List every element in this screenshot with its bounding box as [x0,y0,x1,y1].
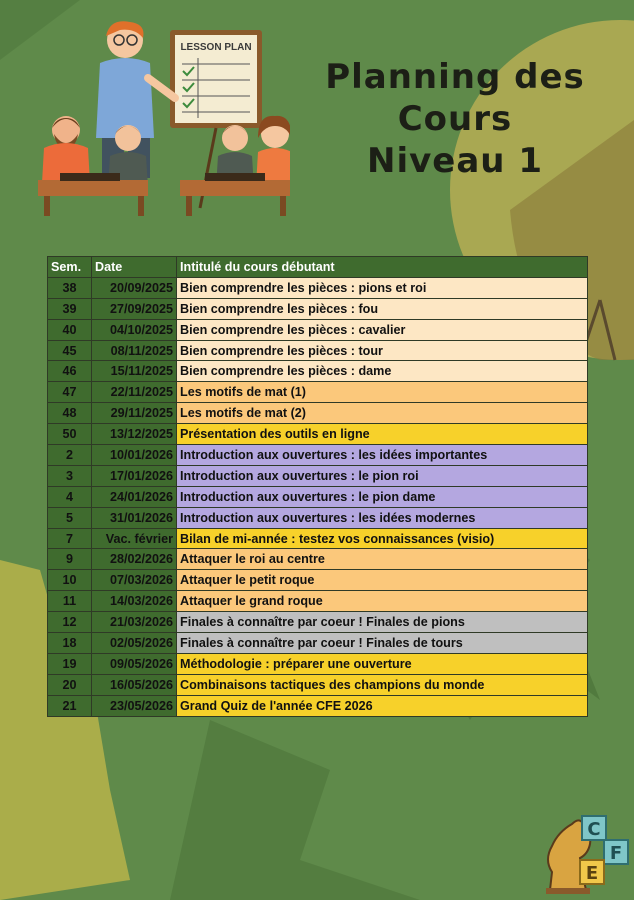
table-row [48,486,588,507]
cfe-logo [540,810,630,896]
classroom-illustration [30,18,290,218]
table-row [48,298,588,319]
week-cell: 20 [48,674,92,695]
course-title-cell: Attaquer le grand roque [177,591,588,612]
date-cell: 27/09/2025 [92,298,177,319]
title-line-2: Cours [397,99,513,139]
course-title-cell: Grand Quiz de l'année CFE 2026 [177,695,588,716]
table-row [48,403,588,424]
table-row [48,465,588,486]
course-schedule-table [47,256,588,717]
week-cell: 45 [48,340,92,361]
date-cell: 24/01/2026 [92,486,177,507]
table-row [48,361,588,382]
course-title-cell: Introduction aux ouvertures : les idées modernes [177,507,588,528]
date-cell: 23/05/2026 [92,695,177,716]
table-row [48,340,588,361]
date-cell: 04/10/2025 [92,319,177,340]
date-cell: 21/03/2026 [92,612,177,633]
date-cell: 15/11/2025 [92,361,177,382]
course-title-cell: Bien comprendre les pièces : fou [177,298,588,319]
table-row [48,695,588,716]
date-cell: 08/11/2025 [92,340,177,361]
course-title-cell: Bien comprendre les pièces : tour [177,340,588,361]
course-title-cell: Bien comprendre les pièces : pions et roi [177,277,588,298]
page-title [300,56,610,182]
logo-letter-e: E [585,863,599,884]
course-title-cell: Attaquer le roi au centre [177,549,588,570]
week-cell: 10 [48,570,92,591]
table-row [48,549,588,570]
date-cell: 07/03/2026 [92,570,177,591]
table-row [48,319,588,340]
week-cell: 50 [48,424,92,445]
course-title-cell: Méthodologie : préparer une ouverture [177,653,588,674]
week-cell: 2 [48,445,92,466]
week-cell: 11 [48,591,92,612]
week-cell: 12 [48,612,92,633]
week-cell: 21 [48,695,92,716]
course-title-cell: Bilan de mi-année : testez vos connaissances (visio) [177,528,588,549]
week-cell: 7 [48,528,92,549]
table-row [48,612,588,633]
lesson-plan-label: LESSON PLAN [180,42,252,53]
table-row [48,528,588,549]
week-cell: 4 [48,486,92,507]
date-cell: 31/01/2026 [92,507,177,528]
course-title-cell: Finales à connaître par coeur ! Finales de tours [177,633,588,654]
table-row [48,653,588,674]
date-cell: 09/05/2026 [92,653,177,674]
course-title-cell: Attaquer le petit roque [177,570,588,591]
table-row [48,277,588,298]
week-cell: 18 [48,633,92,654]
date-cell: 02/05/2026 [92,633,177,654]
title-line-3: Niveau 1 [367,141,543,181]
week-cell: 47 [48,382,92,403]
course-title-cell: Bien comprendre les pièces : dame [177,361,588,382]
week-cell: 3 [48,465,92,486]
week-cell: 40 [48,319,92,340]
date-cell: 17/01/2026 [92,465,177,486]
table-row [48,424,588,445]
week-cell: 48 [48,403,92,424]
logo-letter-f: F [609,843,623,864]
date-cell: 28/02/2026 [92,549,177,570]
table-row [48,445,588,466]
date-cell: 29/11/2025 [92,403,177,424]
date-cell: 14/03/2026 [92,591,177,612]
week-cell: 46 [48,361,92,382]
table-row [48,633,588,654]
date-cell: 22/11/2025 [92,382,177,403]
table-header-row [48,257,588,278]
table-row [48,591,588,612]
table-row [48,674,588,695]
week-cell: 38 [48,277,92,298]
date-cell: Vac. février [92,528,177,549]
course-title-cell: Introduction aux ouvertures : le pion dame [177,486,588,507]
week-cell: 39 [48,298,92,319]
course-title-cell: Combinaisons tactiques des champions du monde [177,674,588,695]
week-cell: 19 [48,653,92,674]
course-title-cell: Les motifs de mat (1) [177,382,588,403]
week-cell: 9 [48,549,92,570]
course-title-cell: Bien comprendre les pièces : cavalier [177,319,588,340]
header-sem: Sem. [48,257,92,278]
course-title-cell: Présentation des outils en ligne [177,424,588,445]
logo-letter-c: C [587,819,601,840]
course-title-cell: Introduction aux ouvertures : le pion roi [177,465,588,486]
header-date: Date [92,257,177,278]
table-row [48,507,588,528]
course-title-cell: Finales à connaître par coeur ! Finales de pions [177,612,588,633]
table-row [48,382,588,403]
week-cell: 5 [48,507,92,528]
table-row [48,570,588,591]
course-title-cell: Les motifs de mat (2) [177,403,588,424]
header-title: Intitulé du cours débutant [177,257,588,278]
date-cell: 10/01/2026 [92,445,177,466]
date-cell: 13/12/2025 [92,424,177,445]
title-line-1: Planning des [325,57,585,97]
course-title-cell: Introduction aux ouvertures : les idées importantes [177,445,588,466]
date-cell: 16/05/2026 [92,674,177,695]
date-cell: 20/09/2025 [92,277,177,298]
